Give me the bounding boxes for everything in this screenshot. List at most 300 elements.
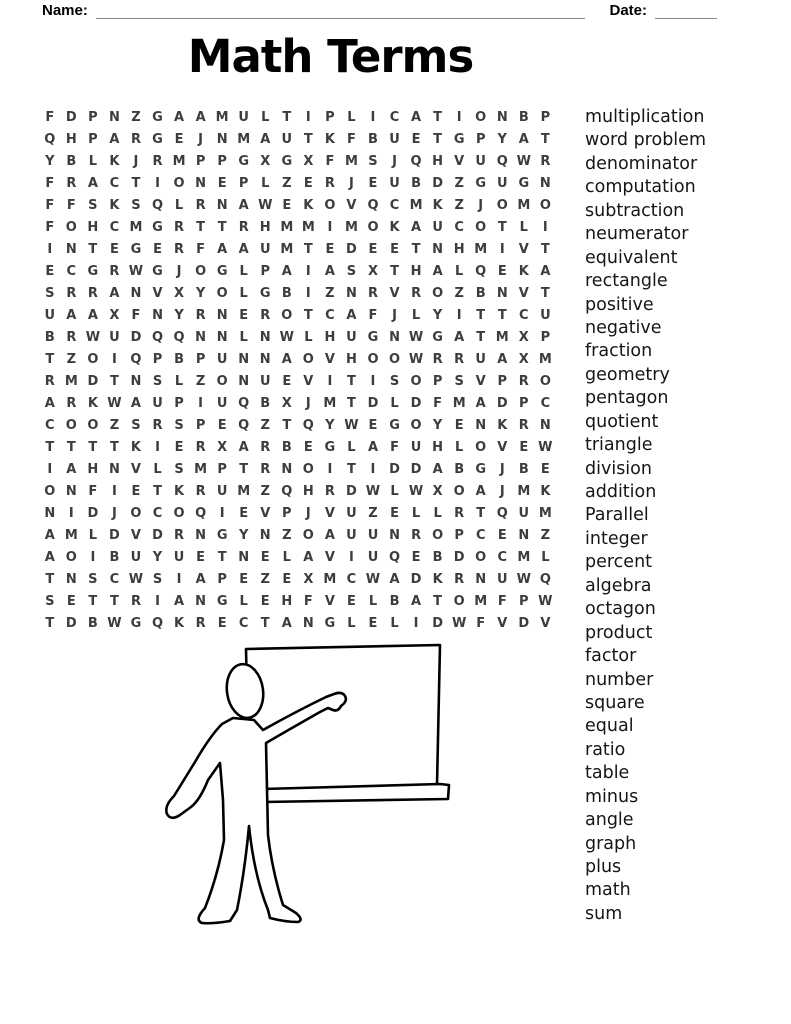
grid-letter: V (130, 528, 141, 543)
grid-letter: E (239, 572, 249, 587)
grid-letter: A (411, 220, 422, 235)
grid-letter: Q (238, 396, 250, 411)
grid-letter: S (389, 374, 400, 389)
grid-letter: A (411, 594, 422, 609)
grid-letter: V (346, 198, 357, 213)
grid-letter: M (409, 198, 423, 213)
grid-letter: T (346, 374, 356, 389)
grid-letter: U (152, 396, 163, 411)
grid-letter: H (302, 484, 314, 499)
word-list-item: Parallel (585, 505, 649, 526)
grid-letter: R (411, 286, 422, 301)
grid-letter: F (45, 176, 55, 191)
grid-letter: H (453, 242, 465, 257)
grid-letter: N (475, 418, 487, 433)
grid-letter: G (518, 176, 530, 191)
grid-letter: I (176, 572, 182, 587)
grid-letter: N (195, 594, 207, 609)
grid-letter: B (87, 616, 98, 631)
grid-letter: T (239, 462, 249, 477)
grid-row (39, 437, 556, 459)
grid-letter: M (215, 110, 229, 125)
grid-letter: C (519, 308, 529, 323)
grid-letter: R (130, 132, 141, 147)
grid-letter: I (47, 462, 53, 477)
grid-letter: E (260, 594, 270, 609)
grid-letter: Q (410, 154, 422, 169)
grid-letter: E (45, 264, 55, 279)
grid-letter: R (152, 154, 163, 169)
grid-letter: D (410, 572, 422, 587)
grid-letter: W (516, 572, 531, 587)
grid-letter: P (88, 110, 98, 125)
grid-letter: A (174, 594, 185, 609)
word-list-item: math (585, 880, 631, 901)
grid-letter: I (370, 462, 376, 477)
grid-letter: R (152, 418, 163, 433)
name-label: Name: (42, 2, 88, 19)
grid-letter: Y (432, 418, 443, 433)
grid-row (39, 129, 556, 151)
grid-letter: B (281, 286, 292, 301)
grid-letter: J (198, 132, 204, 147)
grid-letter: C (389, 198, 400, 213)
grid-letter: D (432, 176, 444, 191)
grid-letter: N (389, 528, 400, 543)
grid-letter: N (238, 374, 250, 389)
word-list (585, 106, 706, 926)
grid-letter: E (368, 242, 378, 257)
grid-letter: E (303, 440, 313, 455)
word-list-item: subtraction (585, 200, 685, 221)
grid-letter: R (518, 418, 529, 433)
grid-letter: O (324, 198, 336, 213)
grid-letter: A (238, 198, 249, 213)
grid-letter: D (367, 396, 379, 411)
grid-row (39, 569, 556, 591)
grid-letter: O (388, 352, 401, 367)
grid-letter: B (66, 154, 77, 169)
grid-letter: Q (539, 572, 551, 587)
grid-letter: V (389, 286, 400, 301)
grid-letter: E (519, 440, 529, 455)
grid-letter: F (66, 198, 76, 213)
grid-letter: C (152, 506, 163, 521)
grid-letter: R (195, 308, 206, 323)
grid-letter: H (87, 462, 99, 477)
grid-letter: B (475, 286, 486, 301)
grid-letter: R (195, 198, 206, 213)
grid-letter: G (216, 594, 228, 609)
grid-letter: U (346, 506, 357, 521)
date-label: Date: (609, 2, 647, 19)
grid-letter: L (174, 198, 184, 213)
grid-letter: R (195, 484, 206, 499)
word-list-item: algebra (585, 575, 652, 596)
grid-row (39, 107, 556, 129)
grid-letter: W (408, 330, 424, 345)
grid-letter: Q (195, 506, 207, 521)
grid-letter: C (497, 550, 508, 565)
grid-letter: A (238, 440, 249, 455)
grid-letter: X (518, 330, 529, 345)
grid-letter: S (131, 418, 141, 433)
grid-letter: P (195, 154, 206, 169)
grid-letter: N (539, 418, 551, 433)
grid-letter: F (196, 242, 206, 257)
grid-letter: D (432, 616, 444, 631)
grid-letter: U (238, 110, 249, 125)
grid-letter: D (65, 616, 77, 631)
grid-letter: G (453, 132, 465, 147)
grid-letter: T (109, 594, 119, 609)
grid-letter: C (454, 220, 464, 235)
grid-letter: B (518, 462, 529, 477)
grid-letter: S (174, 418, 184, 433)
grid-letter: W (451, 616, 467, 631)
grid-letter: I (327, 220, 333, 235)
grid-letter: R (454, 352, 465, 367)
grid-letter: S (346, 264, 357, 279)
grid-letter: W (107, 396, 122, 411)
grid-letter: J (133, 154, 139, 169)
word-list-item: division (585, 458, 652, 479)
grid-letter: T (303, 308, 313, 323)
grid-letter: L (411, 506, 421, 521)
grid-letter: R (432, 352, 443, 367)
grid-letter: F (476, 616, 486, 631)
grid-letter: T (282, 418, 292, 433)
grid-letter: I (370, 374, 376, 389)
grid-letter: L (390, 484, 399, 499)
word-list-item: ratio (585, 739, 626, 760)
grid-letter: O (216, 374, 228, 389)
grid-letter: D (346, 242, 357, 257)
grid-letter: U (367, 528, 379, 543)
grid-letter: E (217, 616, 227, 631)
grid-letter: O (453, 484, 465, 499)
grid-letter: V (303, 374, 314, 389)
grid-letter: X (432, 484, 443, 499)
grid-letter: N (152, 308, 163, 323)
grid-letter: A (324, 264, 335, 279)
word-list-item: rectangle (585, 271, 668, 292)
grid-letter: R (518, 374, 529, 389)
grid-letter: N (130, 374, 142, 389)
grid-letter: O (475, 110, 487, 125)
grid-letter: G (216, 528, 228, 543)
grid-letter: A (174, 110, 185, 125)
grid-letter: E (66, 594, 76, 609)
grid-letter: N (216, 330, 228, 345)
grid-letter: W (344, 418, 359, 433)
grid-letter: Z (325, 286, 335, 301)
grid-letter: G (281, 154, 293, 169)
grid-letter: O (367, 220, 379, 235)
grid-letter: J (111, 506, 117, 521)
grid-letter: F (433, 396, 443, 411)
grid-letter: T (540, 286, 550, 301)
grid-letter: J (392, 308, 397, 323)
grid-letter: O (44, 484, 56, 499)
grid-letter: R (109, 264, 120, 279)
grid-letter: R (324, 176, 335, 191)
grid-row (39, 327, 556, 349)
grid-letter: U (130, 550, 142, 565)
grid-letter: K (432, 572, 443, 587)
grid-row (39, 305, 556, 327)
word-list-item: equivalent (585, 247, 678, 268)
grid-letter: U (475, 154, 486, 169)
grid-letter: K (130, 440, 141, 455)
grid-letter: L (519, 220, 528, 235)
grid-letter: Z (540, 528, 551, 543)
grid-letter: H (281, 594, 293, 609)
grid-letter: B (454, 462, 465, 477)
grid-letter: H (87, 220, 99, 235)
grid-letter: U (540, 308, 551, 323)
grid-letter: N (345, 286, 357, 301)
grid-letter: N (432, 242, 444, 257)
grid-letter: S (454, 374, 464, 389)
grid-letter: E (368, 176, 378, 191)
grid-letter: E (411, 550, 421, 565)
grid-letter: X (217, 440, 228, 455)
grid-letter: I (305, 286, 311, 301)
grid-letter: O (87, 352, 99, 367)
grid-letter: U (259, 242, 271, 257)
grid-letter: I (305, 110, 311, 125)
grid-letter: R (66, 176, 77, 191)
grid-letter: G (152, 220, 163, 235)
grid-letter: M (301, 220, 315, 235)
grid-letter: L (455, 440, 464, 455)
grid-letter: W (538, 440, 553, 455)
grid-letter: N (195, 330, 207, 345)
word-list-item: addition (585, 482, 657, 502)
grid-letter: M (64, 528, 78, 543)
grid-letter: L (239, 594, 248, 609)
grid-letter: I (155, 594, 160, 609)
grid-letter: R (66, 330, 77, 345)
grid-letter: R (174, 528, 185, 543)
grid-letter: U (281, 132, 293, 147)
grid-letter: J (305, 396, 311, 411)
grid-letter: Z (454, 176, 464, 191)
grid-letter: A (346, 308, 357, 323)
grid-letter: I (155, 440, 160, 455)
grid-letter: R (454, 506, 465, 521)
grid-letter: I (47, 242, 53, 257)
grid-letter: O (302, 528, 314, 543)
grid-letter: A (367, 440, 378, 455)
grid-letter: U (109, 330, 120, 345)
grid-letter: V (497, 440, 508, 455)
grid-letter: A (475, 396, 486, 411)
grid-letter: I (111, 484, 117, 499)
grid-letter: N (216, 132, 228, 147)
grid-letter: T (196, 220, 206, 235)
grid-letter: R (324, 484, 335, 499)
grid-letter: L (347, 440, 356, 455)
grid-letter: H (432, 154, 444, 169)
grid-letter: T (433, 110, 443, 125)
grid-letter: V (324, 550, 335, 565)
grid-letter: N (259, 528, 271, 543)
grid-letter: C (45, 418, 55, 433)
grid-letter: M (129, 220, 143, 235)
grid-letter: P (260, 264, 270, 279)
grid-letter: E (325, 242, 335, 257)
grid-letter: E (217, 418, 227, 433)
grid-letter: X (174, 286, 185, 301)
grid-letter: O (130, 506, 142, 521)
grid-letter: T (497, 220, 507, 235)
grid-letter: E (239, 308, 249, 323)
grid-letter: Q (151, 198, 164, 213)
grid-letter: R (130, 594, 141, 609)
letter-grid (39, 107, 556, 635)
grid-letter: C (109, 176, 120, 191)
grid-letter: T (45, 572, 55, 587)
grid-letter: Y (238, 528, 249, 543)
word-list-item: triangle (585, 435, 653, 456)
grid-letter: U (389, 176, 400, 191)
grid-letter: Q (281, 484, 293, 499)
grid-letter: A (217, 242, 228, 257)
grid-letter: J (349, 176, 354, 191)
word-list-item: minus (585, 786, 639, 807)
grid-letter: Q (496, 154, 508, 169)
grid-letter: N (65, 572, 77, 587)
grid-letter: M (517, 484, 531, 499)
grid-letter: T (109, 440, 119, 455)
word-list-item: table (585, 763, 630, 784)
grid-letter: V (152, 286, 163, 301)
word-list-item: word problem (585, 130, 706, 151)
grid-letter: A (66, 462, 77, 477)
word-list-item: factor (585, 646, 637, 667)
grid-letter: O (216, 286, 228, 301)
grid-letter: F (131, 308, 141, 323)
grid-letter: D (453, 550, 465, 565)
grid-letter: P (195, 352, 206, 367)
grid-letter: N (496, 286, 508, 301)
grid-letter: M (474, 242, 488, 257)
grid-letter: P (519, 396, 529, 411)
grid-letter: O (539, 374, 551, 389)
grid-letter: N (216, 308, 228, 323)
grid-letter: A (281, 616, 292, 631)
grid-letter: E (454, 418, 464, 433)
grid-letter: O (453, 594, 465, 609)
grid-letter: B (44, 330, 55, 345)
date-write-in-line (655, 5, 717, 19)
grid-letter: G (324, 616, 336, 631)
grid-letter: E (497, 528, 507, 543)
grid-letter: J (392, 154, 397, 169)
grid-letter: M (452, 396, 466, 411)
grid-letter: G (475, 462, 487, 477)
grid-letter: U (475, 352, 486, 367)
grid-letter: P (195, 418, 206, 433)
word-list-item: fraction (585, 341, 653, 362)
grid-letter: O (87, 418, 99, 433)
grid-letter: Y (152, 550, 163, 565)
grid-letter: C (389, 110, 400, 125)
grid-letter: E (390, 506, 399, 521)
grid-letter: V (497, 616, 508, 631)
grid-letter: L (88, 154, 98, 169)
grid-letter: G (152, 110, 163, 125)
grid-letter: S (152, 572, 163, 587)
grid-letter: C (109, 572, 120, 587)
grid-letter: D (410, 462, 422, 477)
grid-letter: P (217, 154, 227, 169)
grid-letter: O (410, 374, 422, 389)
grid-letter: W (128, 264, 144, 279)
grid-letter: N (238, 352, 250, 367)
grid-letter: U (410, 440, 422, 455)
grid-letter: I (499, 242, 505, 257)
grid-letter: O (302, 462, 314, 477)
grid-letter: I (155, 176, 160, 191)
grid-letter: W (85, 330, 101, 345)
grid-letter: Z (454, 198, 464, 213)
grid-letter: D (389, 462, 400, 477)
grid-letter: R (174, 242, 185, 257)
grid-letter: Q (151, 330, 164, 345)
grid-letter: Z (260, 572, 270, 587)
grid-letter: H (324, 330, 336, 345)
grid-letter: U (216, 352, 228, 367)
grid-letter: P (540, 330, 551, 345)
grid-letter: T (346, 462, 356, 477)
grid-letter: P (432, 374, 443, 389)
grid-letter: E (368, 418, 378, 433)
grid-letter: A (195, 572, 206, 587)
grid-letter: O (496, 198, 508, 213)
grid-letter: O (432, 286, 444, 301)
grid-row (39, 371, 556, 393)
word-list-item: quotient (585, 411, 659, 432)
word-list-item: product (585, 622, 653, 643)
grid-letter: P (174, 396, 184, 411)
grid-letter: W (365, 572, 381, 587)
grid-letter: I (349, 550, 354, 565)
grid-letter: R (238, 220, 249, 235)
grid-letter: Z (282, 176, 292, 191)
name-write-in-line (96, 5, 586, 19)
grid-letter: N (281, 462, 293, 477)
grid-letter: E (217, 176, 227, 191)
grid-letter: C (238, 616, 249, 631)
grid-letter: G (324, 440, 336, 455)
grid-letter: E (239, 506, 249, 521)
grid-letter: Q (302, 418, 314, 433)
grid-letter: U (496, 176, 508, 191)
grid-letter: B (389, 594, 400, 609)
grid-letter: T (109, 374, 119, 389)
grid-letter: G (216, 264, 228, 279)
grid-letter: R (260, 440, 271, 455)
grid-letter: A (432, 264, 443, 279)
grid-letter: D (109, 528, 120, 543)
grid-letter: G (87, 264, 99, 279)
grid-letter: R (195, 440, 206, 455)
grid-row (39, 151, 556, 173)
grid-letter: G (259, 286, 271, 301)
